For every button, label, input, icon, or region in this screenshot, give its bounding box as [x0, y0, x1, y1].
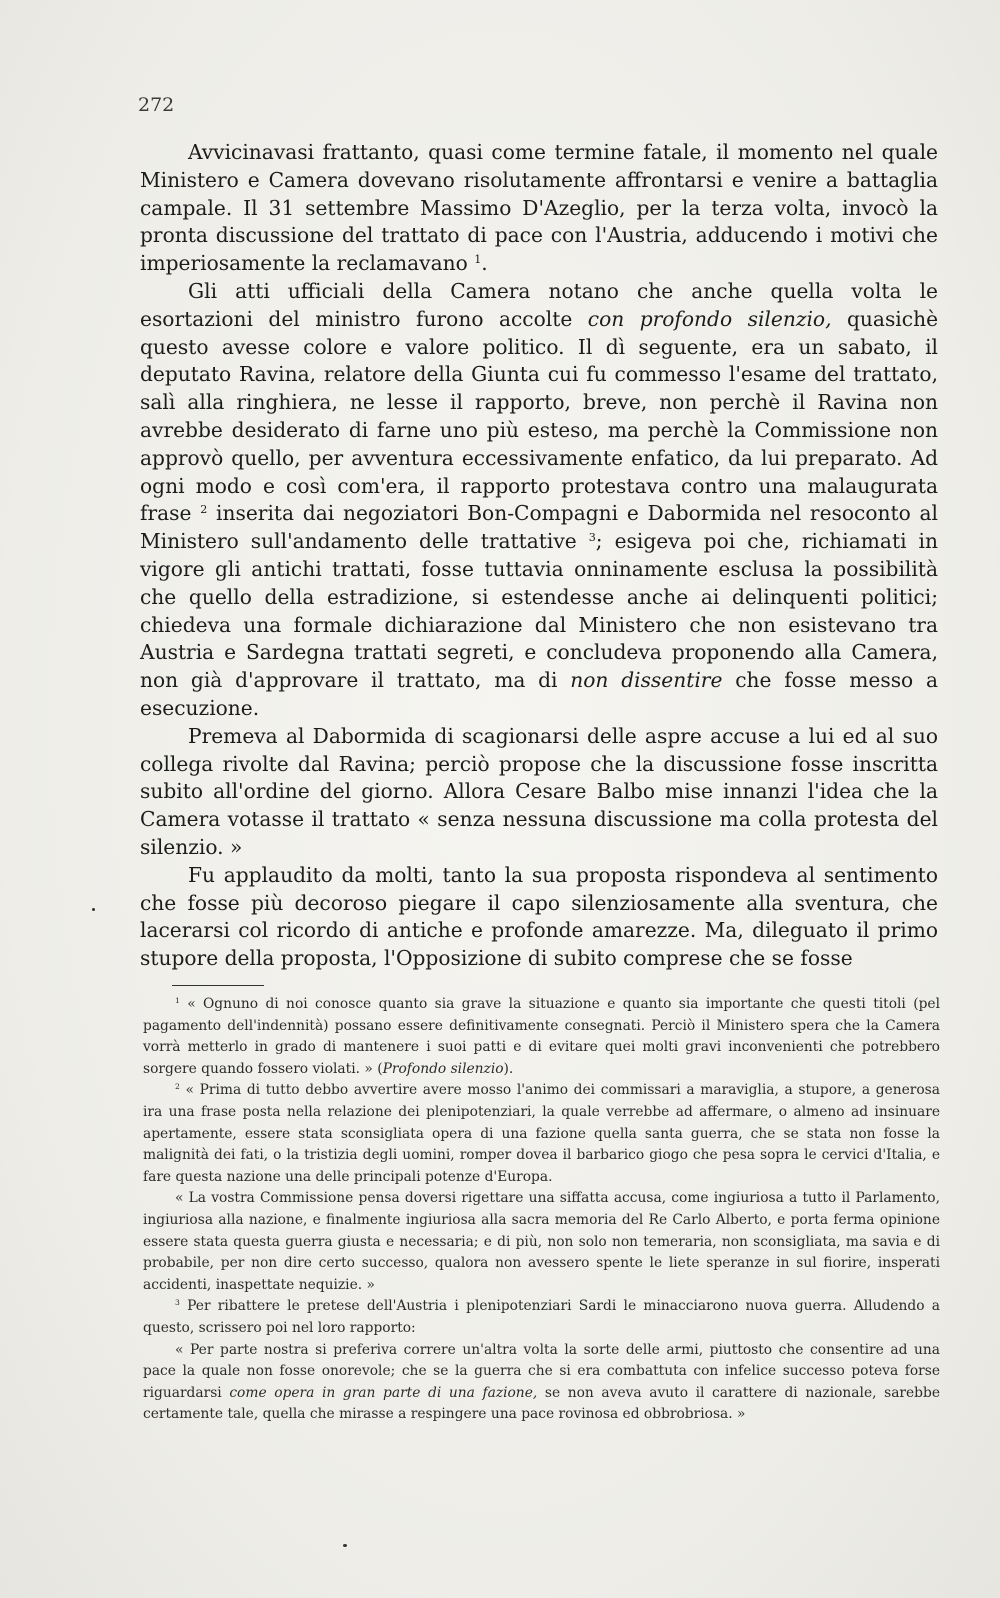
paragraph-2-text-c: inserita dai negoziatori Bon-Compagni e Dabormida nel resoconto al Ministero sull'andamento delle trattative	[140, 501, 939, 554]
footnote-1-mark: 1	[175, 996, 180, 1006]
footnote-2	[143, 1080, 940, 1188]
footnote-1-end: ).	[503, 1060, 514, 1077]
footnote-3-continued	[143, 1340, 940, 1426]
page-number: 272	[138, 94, 175, 116]
footnote-2-text: « Prima di tutto debbo avvertire avere mosso l'animo dei commissari a maraviglia, a stupore, a generosa ira una frase posta nella relazione dei plenipotenziari, la quale verrebbe ad affermare, o almeno ad insinuare apertamente, essere stata sconsigliata opera di una fazione quella santa guerra, che se stata non fosse la malignità dei fati, o la tristizia degli uomini, romper dovea il barbarico giogo che pesa sopra le cervici d'Italia, e fare questa nazione una delle principali potenze d'Europa.	[143, 1082, 940, 1185]
footnote-3-mark: 3	[175, 1298, 180, 1308]
ink-speck	[343, 1544, 347, 1547]
footnote-2-mark: 2	[175, 1082, 180, 1092]
footnote-separator	[172, 985, 264, 986]
paragraph-2	[140, 278, 938, 723]
paragraph-3: Premeva al Dabormida di scagionarsi delle aspre accuse a lui ed al suo collega rivolte dal Ravina; perciò propose che la discussione fosse inscritta subito all'ordine del giorno. Allora Cesare Balbo mise innanzi l'idea che la Camera votasse il trattato « senza nessuna discussione ma colla protesta del silenzio. »	[140, 723, 938, 859]
footnote-3-italic: come opera in gran parte di una fazione,	[229, 1384, 538, 1401]
footnote-3	[143, 1296, 940, 1339]
footnote-3-cont-b: se non aveva avuto il carattere di nazionale, sarebbe certamente tale, quella che mirasse a respingere una pace rovinosa ed obbrobriosa. »	[143, 1384, 941, 1423]
paragraph-4: Fu applaudito da molti, tanto la sua proposta rispondeva al sentimento che fosse più decoroso piegare il capo silenziosamente alla sventura, che lacerarsi col ricordo di antiche e profonde amarezze. Ma, dileguato il primo stupore della proposta, l'Opposizione di subito comprese che se fosse	[140, 862, 938, 971]
footnote-ref-2: 2	[200, 503, 208, 517]
footnote-3-text: Per ribattere le pretese dell'Austria i plenipotenziari Sardi le minacciarono nuova guerra. Alludendo a questo, scrissero poi nel loro rapporto:	[143, 1298, 940, 1336]
paragraph-2-italic: con profondo silenzio,	[587, 306, 832, 331]
footnote-ref-3: 3	[588, 530, 596, 544]
paragraph-1	[140, 139, 938, 278]
footnote-1-text: « Ognuno di noi conosce quanto sia grave la situazione e quanto sia importante che questi titoli (pel pagamento dell'indennità) possano essere definitivamente consegnati. Perciò il Ministero spera che la Camera vorrà metterlo in grado di mantenere i suoi patti e di evitare quei molti gravi inconvenienti che potrebbero sorgere quando fossero violati. » (	[143, 996, 940, 1077]
footnote-1-italic: Profondo silenzio	[382, 1060, 504, 1077]
main-text	[140, 139, 938, 973]
paragraph-2-text-e: che fosse messo a esecuzione.	[140, 668, 939, 720]
footnote-1	[143, 994, 940, 1080]
footnote-2-continued: « La vostra Commissione pensa doversi rigettare una siffatta accusa, come ingiuriosa a tutto il Parlamento, ingiuriosa alla nazione, e finalmente ingiuriosa alla sacra memoria del Re Carlo Alberto, e porta ferma opinione essere stata questa guerra giusta e necessaria; e di più, non solo non temeraria, non sconsigliata, ma savia e di probabile, per non dire certo successo, qualora non avessero spente le liete speranze in sul fiorire, insperati accidenti, inaspettate nequizie. »	[143, 1190, 940, 1293]
footnote-3-cont-a: « Per parte nostra si preferiva correre un'altra volta la sorte delle armi, piuttosto che consentire ad una pace la quale non fosse onorevole; che se la guerra che si era combattuta con infelice successo poteva forse riguardarsi	[143, 1341, 940, 1401]
ink-speck	[92, 908, 95, 911]
paragraph-1-end: .	[481, 251, 488, 276]
paragraph-2-text-b: quasichè questo avesse colore e valore politico. Il dì seguente, era un sabato, il deputato Ravina, relatore della Giunta cui fu commesso l'esame del trattato, salì alla ringhiera, ne lesse il rapporto, breve, non perchè il Ravina non avrebbe desiderato di farne uno più esteso, ma perchè la Commissione non approvò quello, per avventura eccessivamente enfatico, da lui preparato. Ad ogni modo e così com'era, il rapporto protestava contro una malaugurata frase	[140, 306, 939, 526]
footnotes	[143, 994, 940, 1426]
paragraph-1-text: Avvicinavasi frattanto, quasi come termine fatale, il momento nel quale Ministero e Camera dovevano risolutamente affrontarsi e venire a battaglia campale. Il 31 settembre Massimo D'Azeglio, per la terza volta, invocò la pronta discussione del trattato di pace con l'Austria, adducendo i motivi che imperiosamente la reclamavano	[140, 140, 938, 276]
footnote-ref-1: 1	[474, 252, 482, 266]
paragraph-2-text-a: Gli atti ufficiali della Camera notano che anche quella volta le esortazioni del ministro furono accolte	[140, 278, 938, 331]
paragraph-2-italic-2: non dissentire	[570, 668, 723, 693]
paragraph-2-text-d: ; esigeva poi che, richiamati in vigore gli antichi trattati, fosse tuttavia onninamente esclusa la possibilità che quello della estradizione, si estendesse anche ai delinquenti politici; chiedeva una formale dichiarazione dal Ministero che non esistevano tra Austria e Sardegna trattati segreti, e concludeva proponendo alla Camera, non già d'approvare il trattato, ma di	[140, 529, 938, 693]
